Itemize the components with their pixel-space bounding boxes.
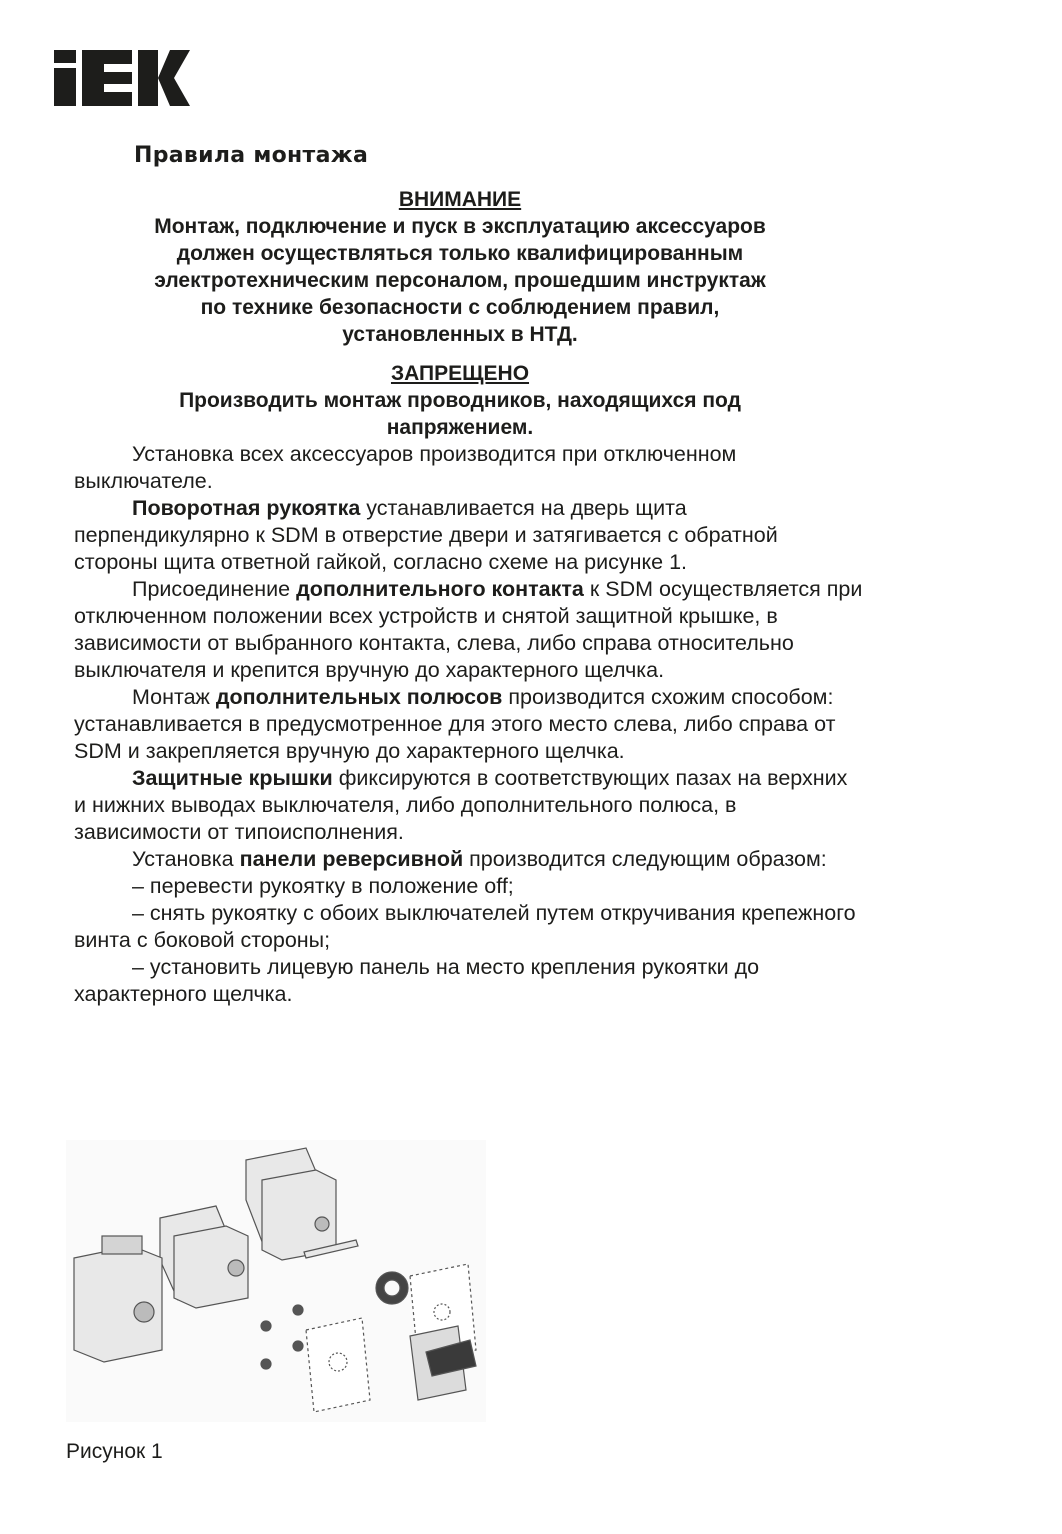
term-covers: Защитные крышки — [132, 766, 333, 790]
switch-rear — [262, 1170, 336, 1260]
paragraph-extra-poles: Монтаж дополнительных полюсов производится схожим способом: устанавливается в предусмотренное для этого место слева, либо справа от SDM и закрепляется вручную до характерного щелчка. — [74, 685, 836, 763]
instructions-body — [74, 441, 864, 1008]
logo-letter-e — [82, 50, 132, 106]
figure-caption: Рисунок 1 — [66, 1440, 163, 1463]
iek-logo — [54, 50, 190, 106]
logo-letter-i-dot — [54, 50, 76, 63]
logo-letter-i-stem — [54, 68, 76, 106]
logo-letter-k-stem — [138, 50, 158, 106]
paragraph-rotary-handle: Поворотная рукоятка устанавливается на дверь щита перпендикулярно к SDM в отверстие двери и затягивается с обратной стороны щита ответной гайкой, согласно схеме на рисунке 1. — [74, 496, 778, 574]
paragraph-accessories: Установка всех аксессуаров производится при отключенном выключателе. — [74, 442, 737, 493]
term-extra-poles: дополнительных полюсов — [215, 685, 503, 709]
step-item: – снять рукоятку с обоих выключателей путем откручивания крепежного винта с боковой стороны; — [74, 901, 856, 952]
paragraph-reversing-panel: Установка панели реверсивной производится следующим образом: — [132, 847, 827, 871]
step-item: – установить лицевую панель на место крепления рукоятки до характерного щелчка. — [74, 955, 760, 1006]
term-rotary-handle: Поворотная рукоятка — [132, 496, 361, 520]
attention-heading: ВНИМАНИЕ — [398, 188, 522, 211]
attention-line: электротехническим персоналом, прошедшим инструктаж — [154, 269, 766, 292]
forbidden-line: напряжением. — [386, 416, 534, 439]
section-title: Правила монтажа — [134, 143, 369, 168]
forbidden-block — [0, 360, 920, 441]
attention-line: установленных в НТД. — [342, 323, 578, 346]
forbidden-heading: ЗАПРЕЩЕНО — [390, 362, 530, 385]
assembly-illustration — [66, 1140, 486, 1422]
term-aux-contact: дополнительного контакта — [296, 577, 584, 601]
paragraph-covers: Защитные крышки фиксируются в соответствующих пазах на верхних и нижних выводах выключателя, либо дополнительного полюса, в зависимости от типоисполнения. — [74, 766, 848, 844]
term-reversing-panel: панели реверсивной — [239, 847, 464, 871]
screw — [261, 1321, 271, 1331]
step-item: – перевести рукоятку в положение off; — [132, 874, 514, 898]
attention-line: Монтаж, подключение и пуск в эксплуатацию аксессуаров — [154, 215, 766, 238]
attention-line: по технике безопасности с соблюдением правил, — [200, 296, 720, 319]
screw — [293, 1341, 303, 1351]
attention-block — [0, 186, 920, 348]
logo-letter-k-arm — [158, 50, 190, 106]
attention-line: должен осуществляться только квалифицированным — [176, 242, 744, 265]
forbidden-line: Производить монтаж проводников, находящихся под — [179, 389, 741, 412]
screw — [293, 1305, 303, 1315]
screw — [261, 1359, 271, 1369]
paragraph-aux-contact: Присоединение дополнительного контакта к SDM осуществляется при отключенном положении всех устройств и снятой защитной крышке, в зависимости от выбранного контакта, слева, либо справа относительно выключателя и крепится вручную до характерного щелчка. — [74, 577, 863, 682]
